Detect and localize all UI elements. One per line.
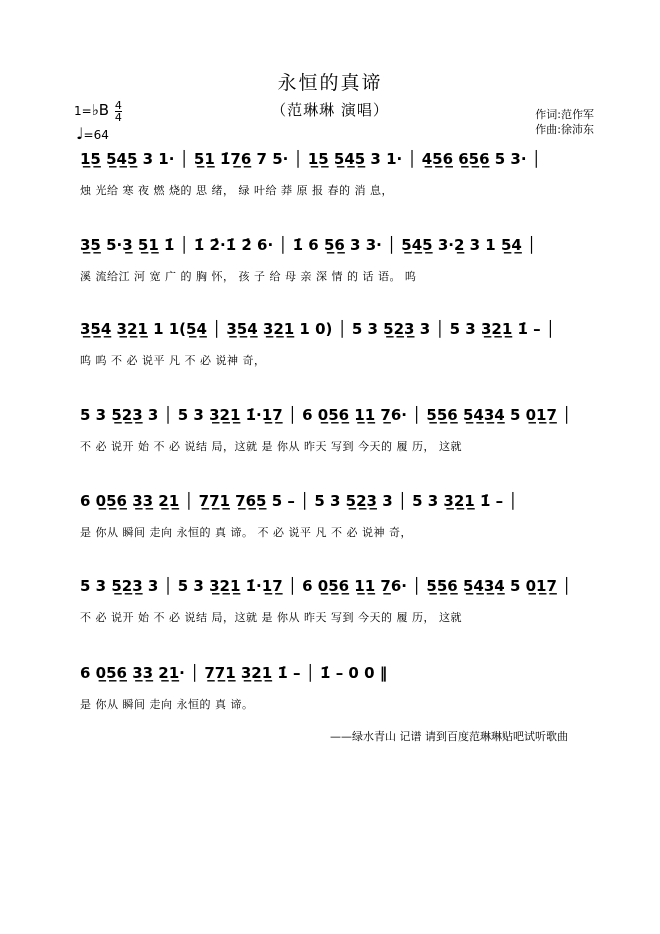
key-note: ♭B (91, 101, 110, 119)
lyricist: 作词:范作军 (535, 108, 594, 121)
notation-line: 6 0̲5̲6̲ 3̲3̲ 2̲1̲ │ 7̲7̲1̲ 7̲6̲5̲ 5 – │ 5 3 5̲2̲3̲ 3 │ 5 3 3̲2̲1̲ 1̇ – │ (80, 492, 518, 510)
score-row-2 (80, 236, 616, 284)
notation-line: 5 3 5̲2̲3̲ 3 │ 5 3 3̲2̲1̲ 1̇·1̲7̲ │ 6 0̲5̲6̲ 1̲1̲ 7̲6· │ 5̲5̲6̲ 5̲4̲3̲4̲ 5 0̲1̲7̲ │ (80, 577, 572, 595)
notation-line: 5 3 5̲2̲3̲ 3 │ 5 3 3̲2̲1̲ 1̇·1̲7̲ │ 6 0̲5̲6̲ 1̲1̲ 7̲6· │ 5̲5̲6̲ 5̲4̲3̲4̲ 5 0̲1̲7̲ │ (80, 406, 572, 424)
score-row-7 (80, 664, 616, 712)
song-subtitle: （范琳琳 演唱） (271, 101, 389, 119)
lyrics-line: 不 必 说开 始 不 必 说结 局，这就 是 你从 昨天 写到 今天的 履 历， 这就 (80, 611, 462, 624)
score-row-3 (80, 320, 616, 368)
lyrics-line: 呜 呜 不 必 说平 凡 不 必 说神 奇， (80, 354, 266, 367)
notation-line: 1̲5̲ 5̲4̲5̲ 3 1· │ 5̲1̲ 1̇7̲6̲ 7 5· │ 1̲5̲ 5̲4̲5̲ 3 1· │ 4̲5̲6̲ 6̲5̲6̲ 5 3· │ (80, 150, 541, 168)
score-row-6 (80, 577, 616, 625)
tempo-mark (76, 124, 109, 143)
lyrics-line: 是 你从 瞬间 走向 永恒的 真 谛。 不 必 说平 凡 不 必 说神 奇， (80, 526, 412, 539)
lyrics-line: 溪 流给江 河 宽 广 的 胸 怀， 孩 子 给 母 亲 深 情 的 话 语。 呜 (80, 270, 417, 283)
credits (535, 107, 594, 137)
meter-top: 4 (114, 99, 122, 112)
transcriber-note: ——绿水青山 记谱 请到百度范琳琳贴吧试听歌曲 (330, 730, 568, 743)
notation-line: 3̲5̲ 5·3̲ 5̲1̲ 1̇ │ 1̇ 2̇·1̇ 2̇ 6· │ 1̇ 6 5̲6̲ 3 3· │ 5̲4̲5̲ 3·2̲ 3 1 5̲4̲ │ (80, 236, 537, 254)
notation-line: 3̲5̲4̲ 3̲2̲1̲ 1 1(5̲4̲ │ 3̲5̲4̲ 3̲2̲1̲ 1 0) │ 5 3 5̲2̲3̲ 3 │ 5 3 3̲2̲1̲ 1̇ – │ (80, 320, 555, 338)
time-signature (115, 100, 122, 123)
composer: 作曲:徐沛东 (535, 123, 594, 136)
quarter-note-icon: ♩ (76, 124, 84, 143)
key-signature (74, 100, 122, 123)
lyrics-line: 是 你从 瞬间 走向 永恒的 真 谛。 (80, 698, 254, 711)
lyrics-line: 不 必 说开 始 不 必 说结 局，这就 是 你从 昨天 写到 今天的 履 历， 这就 (80, 440, 462, 453)
notation-line: 6 0̲5̲6̲ 3̲3̲ 2̲1̲· │ 7̲7̲1̲ 3̲2̲1̲ 1̇ – │ 1̇ – 0 0 ‖ (80, 664, 388, 682)
lyrics-line: 烛 光给 寒 夜 燃 烧的 思 绪， 绿 叶给 莽 原 报 春的 消 息， (80, 184, 393, 197)
song-title: 永恒的真谛 (277, 72, 383, 94)
score-row-4 (80, 406, 616, 454)
score-row-5 (80, 492, 616, 540)
key-label: 1= (74, 104, 92, 118)
tempo-value: =64 (83, 128, 109, 142)
score-row-1 (80, 150, 616, 198)
meter-bottom: 4 (114, 111, 122, 124)
